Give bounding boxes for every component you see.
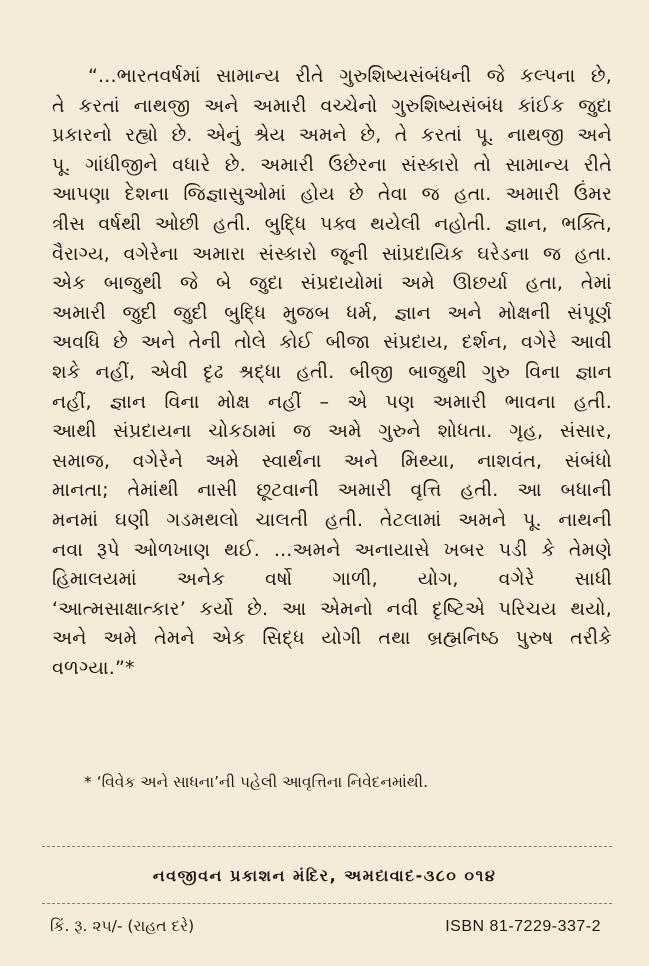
quote-block — [52, 62, 612, 683]
price-label: કિં. રૂ. ૨૫/- (રાહત દરે) — [50, 917, 195, 935]
divider — [42, 903, 612, 904]
quote-line: અમારી જુદી જુદી બુદ્ધિ મુજબ ધર્મ, જ્ઞાન અને મોક્ષની સંપૂર્ણ — [52, 301, 612, 324]
quote-line: તે કરતાં નાથજી અને અમારી વચ્ચેનો ગુરુશિષ્યસંબંધ કાંઈક જુદા — [52, 94, 612, 117]
isbn-label: ISBN 81-7229-337-2 — [445, 918, 601, 935]
quote-line: ત્રીસ વર્ષથી ઓછી હતી. બુદ્ધિ પક્વ થયેલી નહોતી. જ્ઞાન, ભક્તિ, — [52, 212, 612, 235]
quote-line: પૂ. ગાંધીજીને વધારે છે. અમારી ઉછેરના સંસ્કારો તો સામાન્ય રીતે — [52, 153, 612, 176]
quote-line: સમાજ, વગેરેને અમે સ્વાર્થના અને મિથ્યા, નાશવંત, સંબંધો — [52, 449, 612, 472]
quote-line: મનમાં ઘણી ગડમથલો ચાલતી હતી. તેટલામાં અમને પૂ. નાથની — [52, 508, 612, 531]
quote-line: નવા રૂપે ઓળખાણ થઈ. ...અમને અનાયાસે ખબર પડી કે તેમણે — [52, 538, 612, 561]
footnote: * ‘વિવેક અને સાધના’ની પહેલી આવૃત્તિના નિવેદનમાંથી. — [84, 773, 429, 791]
quote-line: આથી સંપ્રદાયના ચોકઠામાં જ અમે ગુરુને શોધતા. ગૃહ, સંસાર, — [52, 420, 612, 443]
quote-line: આપણા દેશના જિજ્ઞાસુઓમાં હોય છે તેવા જ હતા. અમારી ઉંમર — [52, 183, 612, 206]
divider — [42, 846, 612, 847]
quote-line: “...ભારતવર્ષમાં સામાન્ય રીતે ગુરુશિષ્યસંબંધની જે કલ્પના છે, — [88, 65, 612, 87]
quote-line: વળગ્યા.”* — [52, 656, 135, 679]
quote-line: માનતા; તેમાંથી નાસી છૂટવાની અમારી વૃત્તિ હતી. આ બધાની — [52, 479, 612, 502]
quote-line: અને અમે તેમને એક સિદ્ધ યોગી તથા બ્રહ્મનિષ્ઠ પુરુષ તરીકે — [52, 627, 612, 650]
quote-line: એક બાજુથી જે બે જુદા સંપ્રદાયોમાં અમે ઊછર્યા હતા, તેમાં — [52, 272, 612, 295]
quote-line: વૈરાગ્ય, વગેરેના અમારા સંસ્કારો જૂની સાંપ્રદાયિક ઘરેડના જ હતા. — [52, 242, 612, 265]
quote-line: અવધિ છે અને તેની તોલે કોઈ બીજા સંપ્રદાય, દર્શન, વગેરે આવી — [52, 331, 612, 354]
quote-line: પ્રકારનો રહ્યો છે. એનું શ્રેય અમને છે, તે કરતાં પૂ. નાથજી અને — [52, 124, 612, 147]
publisher-imprint: નવજીવન પ્રકાશન મંદિર, અમદાવાદ-૩૮૦ ૦૧૪ — [152, 866, 497, 885]
quote-line: શકે નહીં, એવી દૃઢ શ્રદ્ધા હતી. બીજી બાજુથી ગુરુ વિના જ્ઞાન — [52, 360, 612, 383]
quote-line: હિમાલયમાં અનેક વર્ષો ગાળી, યોગ, વગેરે સાધી — [52, 568, 612, 591]
quote-line: ‘આત્મસાક્ષાત્કાર’ કર્યો છે. આ એમનો નવી દૃષ્ટિએ પરિચય થયો, — [52, 597, 612, 620]
quote-line: નહીં, જ્ઞાન વિના મોક્ષ નહીં – એ પણ અમારી ભાવના હતી. — [52, 390, 612, 413]
